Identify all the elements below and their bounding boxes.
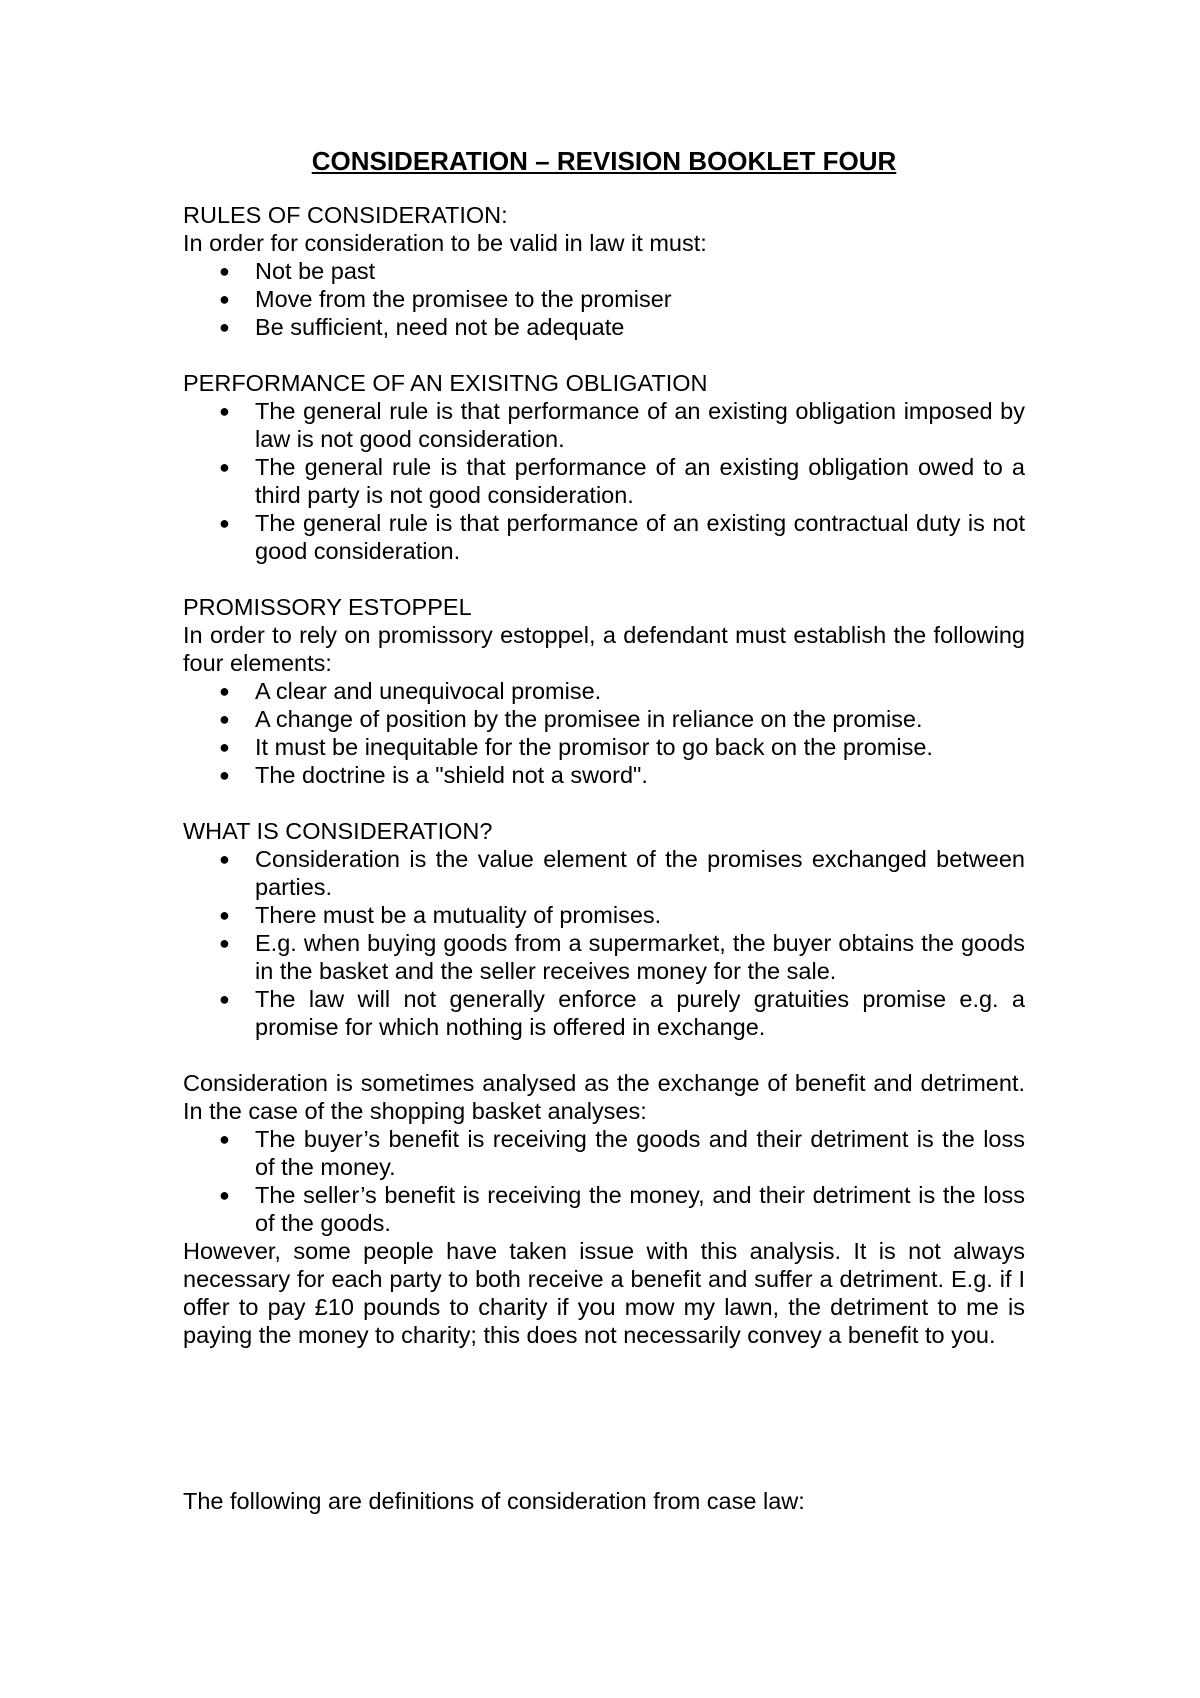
list-item-text: The general rule is that performance of an existing obligation imposed by law is not good consideration. — [255, 398, 1025, 452]
list-item-text: The general rule is that performance of an existing obligation owed to a third party is not good consideration. — [255, 454, 1025, 508]
list-item — [219, 397, 1025, 453]
section-intro: Consideration is sometimes analysed as the exchange of benefit and detriment. In the case of the shopping basket analyses: — [183, 1070, 1025, 1124]
list-item — [219, 677, 1025, 705]
bullet-icon: ● — [219, 457, 230, 477]
bullet-icon: ● — [219, 933, 230, 953]
bullet-icon: ● — [219, 1129, 230, 1149]
bullet-list — [183, 257, 1025, 341]
list-item — [219, 985, 1025, 1041]
spacer — [183, 1349, 1025, 1487]
section-estoppel — [183, 593, 1025, 789]
list-item-text: A change of position by the promisee in reliance on the promise. — [255, 706, 923, 732]
bullet-list — [183, 397, 1025, 565]
bullet-icon: ● — [219, 849, 230, 869]
list-item — [219, 257, 1025, 285]
list-item-text: The general rule is that performance of an existing contractual duty is not good consideration. — [255, 510, 1025, 564]
list-item-text: The seller’s benefit is receiving the money, and their detriment is the loss of the goods. — [255, 1182, 1025, 1236]
section-performance — [183, 369, 1025, 565]
section-heading: PERFORMANCE OF AN EXISITNG OBLIGATION — [183, 370, 708, 396]
section-definitions — [183, 1487, 1025, 1515]
section-benefit — [183, 1069, 1025, 1349]
document-title: CONSIDERATION – REVISION BOOKLET FOUR — [311, 146, 897, 176]
list-item-text: Be sufficient, need not be adequate — [255, 314, 625, 340]
list-item — [219, 845, 1025, 901]
bullet-icon: ● — [219, 261, 230, 281]
section-intro: In order for consideration to be valid in law it must: — [183, 230, 707, 256]
bullet-list — [183, 845, 1025, 1041]
list-item-text: Move from the promisee to the promiser — [255, 286, 672, 312]
bullet-icon: ● — [219, 1185, 230, 1205]
bullet-icon: ● — [219, 905, 230, 925]
bullet-icon: ● — [219, 513, 230, 533]
list-item — [219, 705, 1025, 733]
list-item — [219, 1181, 1025, 1237]
list-item-text: Consideration is the value element of the promises exchanged between parties. — [255, 846, 1025, 900]
section-heading: PROMISSORY ESTOPPEL — [183, 594, 472, 620]
section-heading: WHAT IS CONSIDERATION? — [183, 818, 493, 844]
section-outro: However, some people have taken issue with this analysis. It is not always necessary for each party to both receive a benefit and suffer a detriment. E.g. if I offer to pay £10 pounds to charity if you mow my lawn, the detriment to me is paying the money to charity; this does not necessarily convey a benefit to you. — [183, 1238, 1025, 1348]
list-item-text: The law will not generally enforce a purely gratuities promise e.g. a promise for which nothing is offered in exchange. — [255, 986, 1025, 1040]
list-item — [219, 285, 1025, 313]
bullet-icon: ● — [219, 709, 230, 729]
bullet-icon: ● — [219, 765, 230, 785]
section-rules — [183, 201, 1025, 341]
list-item-text: There must be a mutuality of promises. — [255, 902, 662, 928]
section-heading: RULES OF CONSIDERATION: — [183, 202, 508, 228]
bullet-icon: ● — [219, 737, 230, 757]
list-item — [219, 313, 1025, 341]
bullet-icon: ● — [219, 401, 230, 421]
section-intro: In order to rely on promissory estoppel, a defendant must establish the following four elements: — [183, 622, 1025, 676]
bullet-icon: ● — [219, 681, 230, 701]
list-item — [219, 1125, 1025, 1181]
list-item-text: It must be inequitable for the promisor to go back on the promise. — [255, 734, 933, 760]
list-item — [219, 453, 1025, 509]
section-what-is — [183, 817, 1025, 1041]
document-page — [183, 140, 1025, 1515]
list-item-text: E.g. when buying goods from a supermarket, the buyer obtains the goods in the basket and the seller receives money for the sale. — [255, 930, 1025, 984]
bullet-icon: ● — [219, 317, 230, 337]
list-item-text: A clear and unequivocal promise. — [255, 678, 602, 704]
list-item — [219, 929, 1025, 985]
bullet-icon: ● — [219, 989, 230, 1009]
bullet-list — [183, 1125, 1025, 1237]
list-item — [219, 733, 1025, 761]
section-intro: The following are definitions of consideration from case law: — [183, 1488, 805, 1514]
list-item-text: The buyer’s benefit is receiving the goods and their detriment is the loss of the money. — [255, 1126, 1025, 1180]
list-item — [219, 761, 1025, 789]
list-item-text: Not be past — [255, 258, 376, 284]
bullet-icon: ● — [219, 289, 230, 309]
list-item — [219, 509, 1025, 565]
list-item — [219, 901, 1025, 929]
bullet-list — [183, 677, 1025, 789]
list-item-text: The doctrine is a "shield not a sword". — [255, 762, 648, 788]
